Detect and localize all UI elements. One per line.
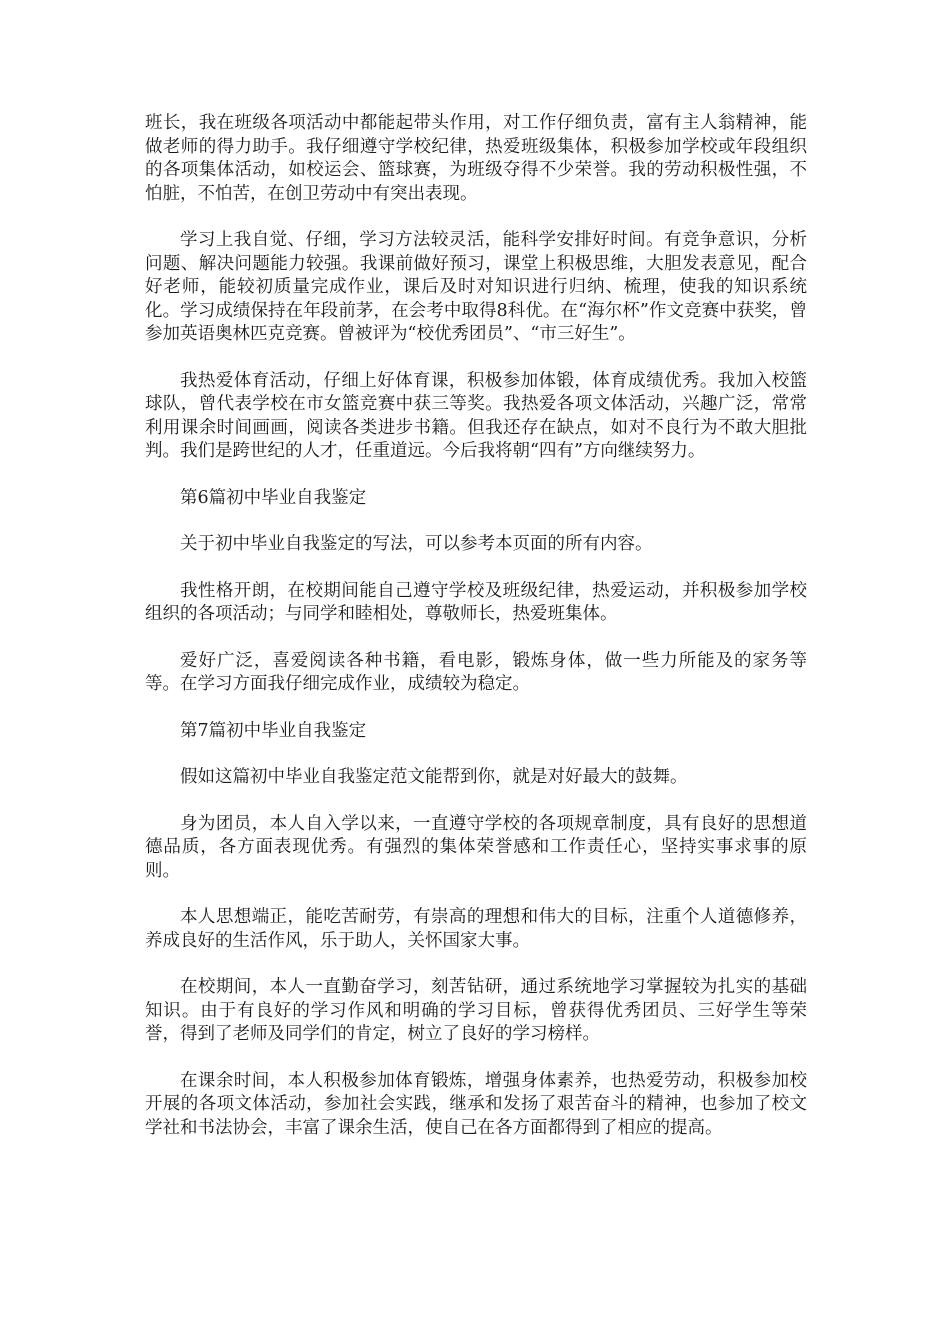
paragraph-6: 爱好广泛，喜爱阅读各种书籍，看电影，锻炼身体，做一些力所能及的家务等等。在学习方面我仔细完成作业，成绩较为稳定。: [145, 650, 807, 694]
paragraph-5: 我性格开朗，在校期间能自己遵守学校及班级纪律，热爱运动，并积极参加学校组织的各项活动；与同学和睦相处，尊敬师长，热爱班集体。: [145, 580, 807, 624]
paragraph-8: 身为团员，本人自入学以来，一直遵守学校的各项规章制度，具有良好的思想道德品质，各方面表现优秀。有强烈的集体荣誉感和工作责任心，坚持实事求事的原则。: [145, 813, 807, 881]
section-heading-7: 第7篇初中毕业自我鉴定: [180, 720, 367, 741]
paragraph-11: 在课余时间，本人积极参加体育锻炼，增强身体素养，也热爱劳动，积极参加校开展的各项文体活动，参加社会实践，继承和发扬了艰苦奋斗的精神，也参加了校文学社和书法协会，丰富了课余生活，使自己在各方面都得到了相应的提高。: [145, 1070, 807, 1138]
paragraph-7: 假如这篇初中毕业自我鉴定范文能帮到你，就是对好最大的鼓舞。: [180, 767, 688, 787]
paragraph-2: 学习上我自觉、仔细，学习方法较灵活，能科学安排好时间。有竞争意识，分析问题、解决问题能力较强。我课前做好预习，课堂上积极思维，大胆发表意见，配合好老师，能较初质量完成作业，课后及时对知识进行归纳、梳理，使我的知识系统化。学习成绩保持在年段前茅，在会考中取得8科优。在“海尔杯”作文竞赛中获奖，曾参加英语奥林匹克竞赛。曾被评为“校优秀团员”、“市三好生”。: [145, 230, 807, 344]
paragraph-4: 关于初中毕业自我鉴定的写法，可以参考本页面的所有内容。: [180, 534, 653, 554]
paragraph-10: 在校期间，本人一直勤奋学习，刻苦钻研，通过系统地学习掌握较为扎实的基础知识。由于有良好的学习作风和明确的学习目标，曾获得优秀团员、三好学生等荣誉，得到了老师及同学们的肯定，树立了良好的学习榜样。: [145, 977, 807, 1044]
paragraph-3: 我热爱体育活动，仔细上好体育课，积极参加体锻，体育成绩优秀。我加入校篮球队，曾代表学校在市女篮竞赛中获三等奖。我热爱各项文体活动，兴趣广泛，常常利用课余时间画画，阅读各类进步书籍。但我还存在缺点，如对不良行为不敢大胆批判。我们是跨世纪的人才，任重道远。今后我将朝“四有”方向继续努力。: [145, 370, 807, 461]
paragraph-9: 本人思想端正，能吃苦耐劳，有崇高的理想和伟大的目标，注重个人道德修养，养成良好的生活作风，乐于助人，关怀国家大事。: [145, 907, 807, 951]
document-body: [145, 112, 807, 1163]
section-heading-6: 第6篇初中毕业自我鉴定: [180, 487, 367, 508]
paragraph-1: 班长，我在班级各项活动中都能起带头作用，对工作仔细负责，富有主人翁精神，能做老师的得力助手。我仔细遵守学校纪律，热爱班级集体，积极参加学校或年段组织的各项集体活动，如校运会、篮球赛，为班级夺得不少荣誉。我的劳动积极性强，不怕脏，不怕苦，在创卫劳动中有突出表现。: [145, 113, 807, 204]
